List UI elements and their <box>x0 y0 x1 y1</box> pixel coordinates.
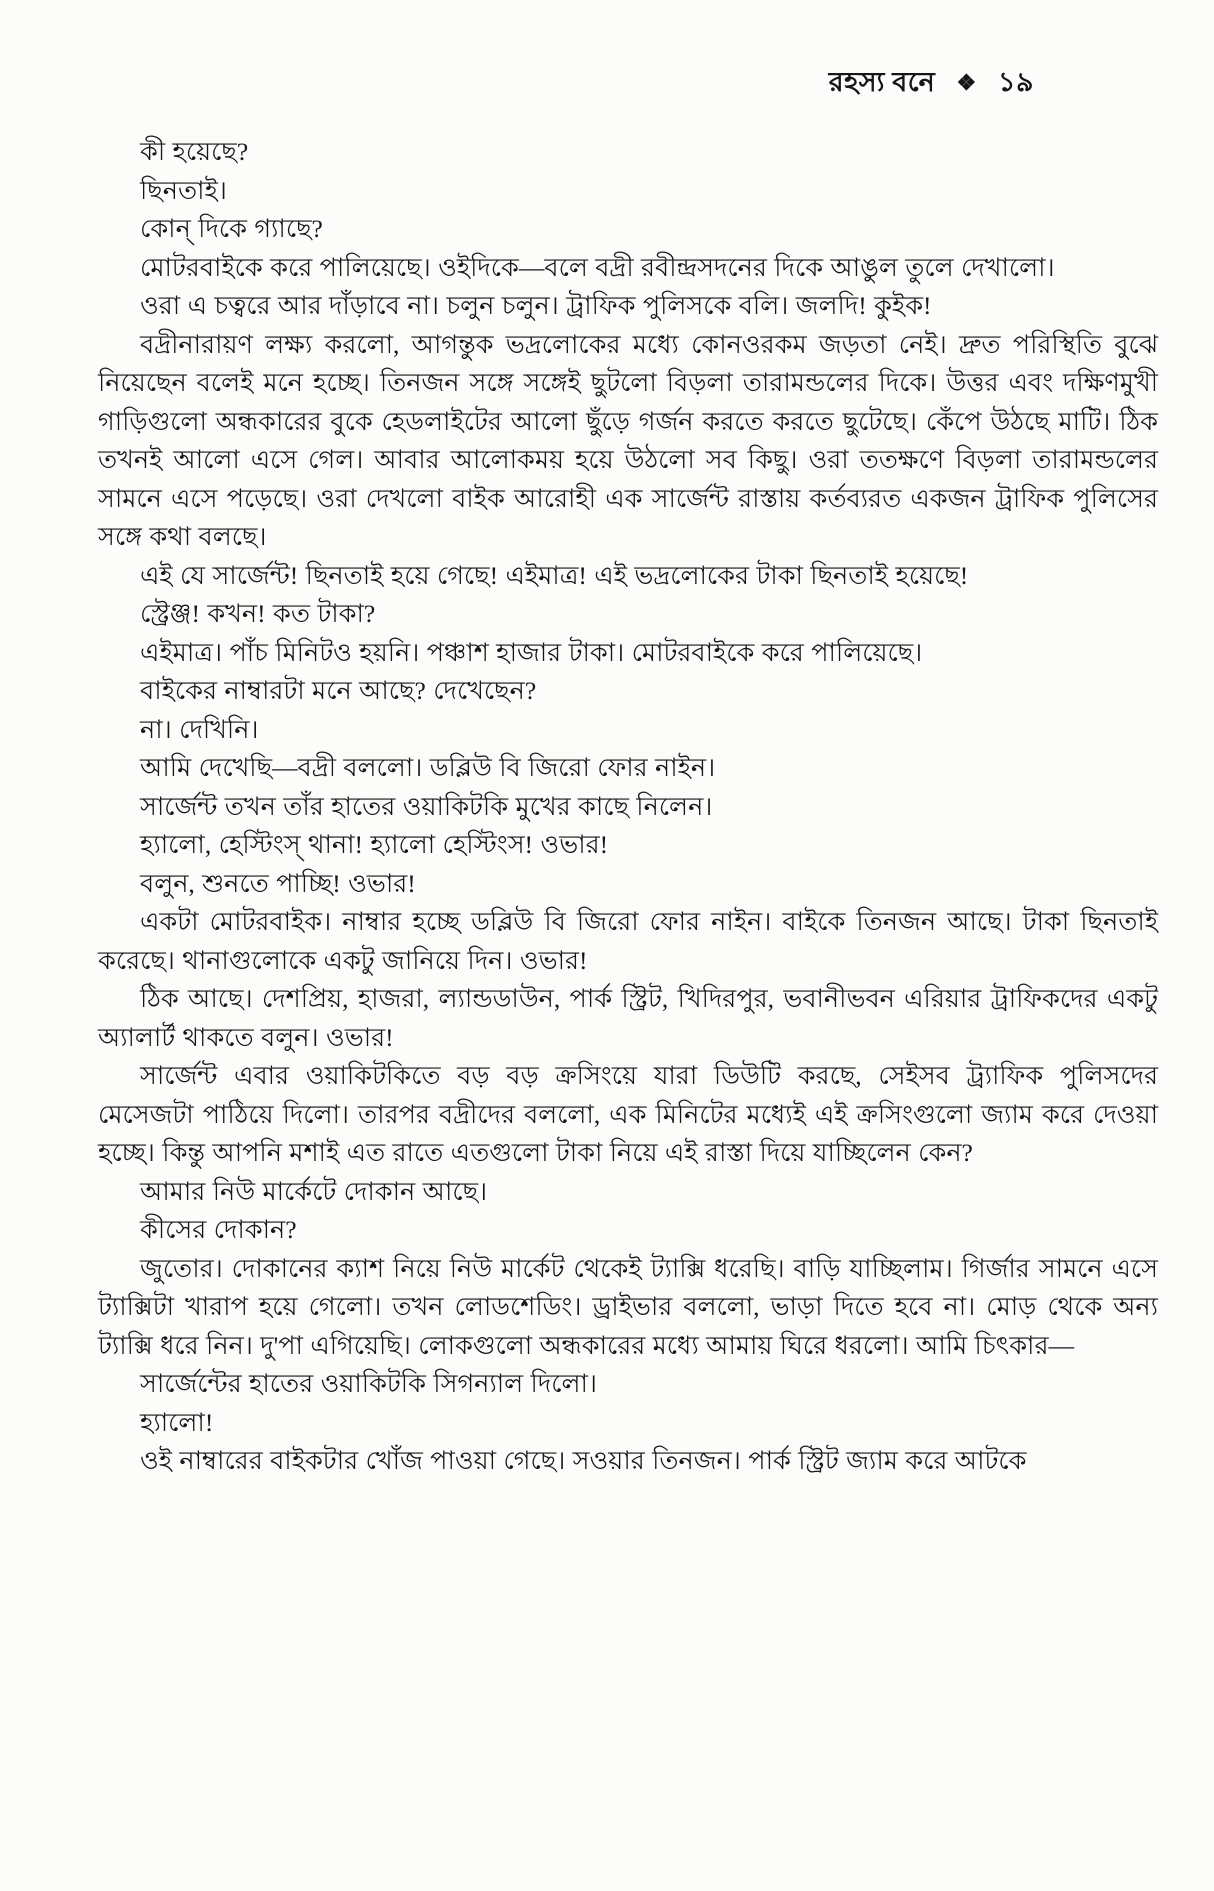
paragraph: ঠিক আছে। দেশপ্রিয়, হাজরা, ল্যান্ডডাউন, পার্ক স্ট্রিট, খিদিরপুর, ভবানীভবন এরিয়ার ট্রাফিকদের একটু অ্যালার্ট থাকতে বলুন। ওভার! <box>98 984 1158 1052</box>
paragraph: স্ট্রেঞ্জ! কখন! কত টাকা? <box>140 599 376 628</box>
page-number: ১৯ <box>997 67 1034 97</box>
paragraph: ছিনতাই। <box>140 175 227 205</box>
paragraph: হ্যালো, হেস্টিংস্ থানা! হ্যালো হেস্টিংস! ওভার! <box>140 830 609 859</box>
chapter-title: রহস্য বনে <box>828 67 936 97</box>
paragraph: সার্জেন্টের হাতের ওয়াকিটকি সিগন্যাল দিলো। <box>140 1369 597 1398</box>
paragraph: হ্যালো! <box>140 1407 214 1437</box>
diamond-ornament-icon: ❖ <box>956 70 977 95</box>
running-header <box>98 62 1158 107</box>
paragraph: একটা মোটরবাইক। নাম্বার হচ্ছে ডব্লিউ বি জিরো ফোর নাইন। বাইকে তিনজন আছে। টাকা ছিনতাই করেছে। থানাগুলোকে একটু জানিয়ে দিন। ওভার! <box>98 907 1158 975</box>
body-text <box>98 133 1158 1481</box>
paragraph: বলুন, শুনতে পাচ্ছি! ওভার! <box>140 868 416 898</box>
paragraph: বাইকের নাম্বারটা মনে আছে? দেখেছেন? <box>140 676 537 705</box>
paragraph: এই যে সার্জেন্ট! ছিনতাই হয়ে গেছে! এইমাত্র! এই ভদ্রলোকের টাকা ছিনতাই হয়েছে! <box>140 560 969 590</box>
paragraph: সার্জেন্ট এবার ওয়াকিটকিতে বড় বড় ক্রসিংয়ে যারা ডিউটি করছে, সেইসব ট্র্যাফিক পুলিসদের মেসেজটা পাঠিয়ে দিলো। তারপর বদ্রীদের বললো, এক মিনিটের মধ্যেই এই ক্রসিংগুলো জ্যাম করে দেওয়া হচ্ছে। কিন্তু আপনি মশাই এত রাতে এতগুলো টাকা নিয়ে এই রাস্তা দিয়ে যাচ্ছিলেন কেন? <box>98 1061 1158 1167</box>
paragraph: এইমাত্র। পাঁচ মিনিটও হয়নি। পঞ্চাশ হাজার টাকা। মোটরবাইকে করে পালিয়েছে। <box>140 637 923 667</box>
paragraph: মোটরবাইকে করে পালিয়েছে। ওইদিকে—বলে বদ্রী রবীন্দ্রসদনের দিকে আঙুল তুলে দেখালো। <box>140 252 1055 282</box>
paragraph: বদ্রীনারায়ণ লক্ষ্য করলো, আগন্তুক ভদ্রলোকের মধ্যে কোনওরকম জড়তা নেই। দ্রুত পরিস্থিতি বুঝে নিয়েছেন বলেই মনে হচ্ছে। তিনজন সঙ্গে সঙ্গেই ছুটলো বিড়লা তারামন্ডলের দিকে। উত্তর এবং দক্ষিণমুখী গাড়িগুলো অন্ধকারের বুকে হেডলাইটের আলো ছুঁড়ে গর্জন করতে করতে ছুটেছে। কেঁপে উঠছে মাটি। ঠিক তখনই আলো এসে গেল। আবার আলোকময় হয়ে উঠলো সব কিছু। ওরা ততক্ষণে বিড়লা তারামন্ডলের সামনে এসে পড়েছে। ওরা দেখলো বাইক আরোহী এক সার্জেন্ট রাস্তায় কর্তব্যরত একজন ট্রাফিক পুলিসের সঙ্গে কথা বলছে। <box>98 329 1158 551</box>
paragraph: কীসের দোকান? <box>140 1215 297 1244</box>
paragraph: না। দেখিনি। <box>140 714 259 744</box>
paragraph: জুতোর। দোকানের ক্যাশ নিয়ে নিউ মার্কেট থেকেই ট্যাক্সি ধরেছি। বাড়ি যাচ্ছিলাম। গির্জার সামনে এসে ট্যাক্সিটা খারাপ হয়ে গেলো। তখন লোডশেডিং। ড্রাইভার বললো, ভাড়া দিতে হবে না। মোড় থেকে অন্য ট্যাক্সি ধরে নিন। দু'পা এগিয়েছি। লোকগুলো অন্ধকারের মধ্যে আমায় ঘিরে ধরলো। আমি চিৎকার— <box>98 1253 1158 1360</box>
paragraph: ওরা এ চত্বরে আর দাঁড়াবে না। চলুন চলুন। ট্রাফিক পুলিসকে বলি। জলদি! কুইক! <box>140 291 932 320</box>
paragraph: কোন্ দিকে গ্যাছে? <box>140 214 323 243</box>
paragraph: আমার নিউ মার্কেটে দোকান আছে। <box>140 1176 488 1206</box>
paragraph: ওই নাম্বারের বাইকটার খোঁজ পাওয়া গেছে। সওয়ার তিনজন। পার্ক স্ট্রিট জ্যাম করে আটকে <box>140 1446 1027 1475</box>
paragraph: আমি দেখেছি—বদ্রী বললো। ডব্লিউ বি জিরো ফোর নাইন। <box>140 753 716 782</box>
paragraph: সার্জেন্ট তখন তাঁর হাতের ওয়াকিটকি মুখের কাছে নিলেন। <box>140 791 713 821</box>
paragraph: কী হয়েছে? <box>140 137 249 166</box>
